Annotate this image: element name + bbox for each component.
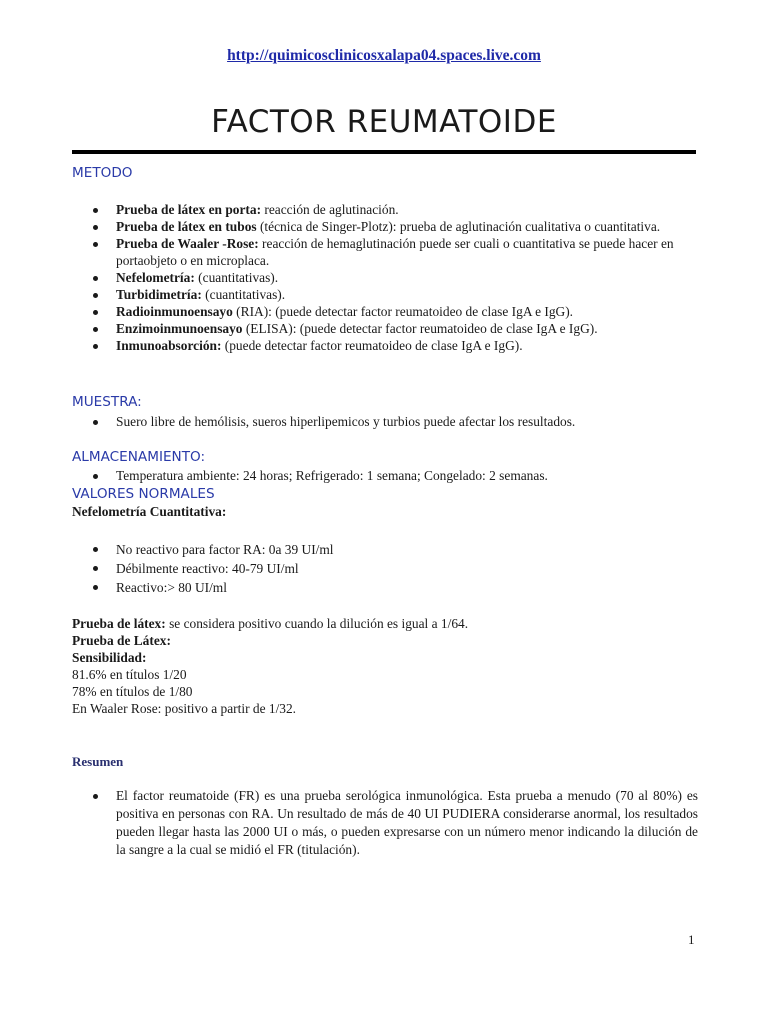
list-item: Débilmente reactivo: 40-79 UI/ml xyxy=(72,559,692,578)
metodo-list xyxy=(72,201,692,354)
item-term: Prueba de látex en porta: xyxy=(116,202,262,217)
item-term: Prueba de Waaler -Rose: xyxy=(116,236,259,251)
list-item xyxy=(72,286,692,303)
list-item: Suero libre de hemólisis, sueros hiperlipemicos y turbios puede afectar los resultados. xyxy=(72,413,692,430)
item-description: (puede detectar factor reumatoideo de clase IgA e IgG). xyxy=(221,338,523,353)
item-term: Enzimoinmunoensayo xyxy=(116,321,243,336)
item-term: Nefelometría: xyxy=(116,270,195,285)
item-description: (cuantitativas). xyxy=(194,270,279,285)
item-description: (técnica de Singer-Plotz): prueba de aglutinación cualitativa o cuantitativa. xyxy=(256,219,661,234)
item-description: (cuantitativas). xyxy=(201,287,286,302)
list-item: El factor reumatoide (FR) es una prueba serológica inmunológica. Esta prueba a menudo (70 al 80%) es positiva en personas con RA. Un resultado de más de 40 UI PUDIERA considerarse anormal, los resultados pueden llegar hasta las 2000 UI o más, o pueden expresarse con un número menor indicando la dilución de la sangre a la cual se midió el FR (titulación). xyxy=(72,787,698,859)
sensibilidad-line-2: 78% en títulos de 1/80 xyxy=(72,684,193,699)
waaler-rose-line: En Waaler Rose: positivo a partir de 1/32. xyxy=(72,701,297,716)
item-description: (ELISA): (puede detectar factor reumatoideo de clase IgA e IgG). xyxy=(242,321,598,336)
section-heading-muestra: MUESTRA: xyxy=(72,394,142,410)
sensibilidad-heading xyxy=(72,649,146,666)
section-heading-resumen: Resumen xyxy=(72,754,124,769)
item-description: (RIA): (puede detectar factor reumatoideo de clase IgA e IgG). xyxy=(232,304,574,319)
list-item: No reactivo para factor RA: 0a 39 UI/ml xyxy=(72,540,692,559)
sensibilidad-term: Sensibilidad: xyxy=(72,650,147,665)
section-heading-almacenamiento: ALMACENAMIENTO: xyxy=(72,449,206,465)
list-item xyxy=(72,337,692,354)
source-url-link[interactable]: http://quimicosclinicosxalapa04.spaces.live.com xyxy=(227,47,541,64)
item-term: Turbidimetría: xyxy=(116,287,202,302)
title-divider xyxy=(72,150,696,154)
item-term: Radioinmunoensayo xyxy=(116,304,233,319)
latex-description: se considera positivo cuando la dilución es igual a 1/64. xyxy=(165,616,469,631)
resumen-list xyxy=(72,787,698,859)
page-title: FACTOR REUMATOIDE xyxy=(211,104,557,140)
item-description: reacción de aglutinación. xyxy=(261,202,399,217)
section-heading-metodo: METODO xyxy=(72,165,133,181)
list-item xyxy=(72,235,692,269)
muestra-list xyxy=(72,413,692,430)
list-item xyxy=(72,269,692,286)
list-item xyxy=(72,218,692,235)
list-item xyxy=(72,320,692,337)
item-description: reacción de hemaglutinación puede ser cuali o cuantitativa se puede hacer en portaobjeto o en microplaca. xyxy=(116,236,674,268)
valores-list xyxy=(72,540,692,597)
subheading-nefelometria: Nefelometría Cuantitativa: xyxy=(72,504,227,519)
list-item xyxy=(72,201,692,218)
item-term: Inmunoabsorción: xyxy=(116,338,222,353)
latex-term: Prueba de látex: xyxy=(72,616,166,631)
almacenamiento-list xyxy=(72,467,692,484)
list-item: Temperatura ambiente: 24 horas; Refrigerado: 1 semana; Congelado: 2 semanas. xyxy=(72,467,692,484)
section-heading-valores: VALORES NORMALES xyxy=(72,486,215,502)
item-term: Prueba de látex en tubos xyxy=(116,219,257,234)
page-number: 1 xyxy=(688,932,695,947)
latex-heading xyxy=(72,632,171,649)
sensibilidad-line-1: 81.6% en títulos 1/20 xyxy=(72,667,187,682)
list-item: Reactivo:> 80 UI/ml xyxy=(72,578,692,597)
list-item xyxy=(72,303,692,320)
latex-term-2: Prueba de Látex: xyxy=(72,633,171,648)
latex-positive-line xyxy=(72,615,468,632)
